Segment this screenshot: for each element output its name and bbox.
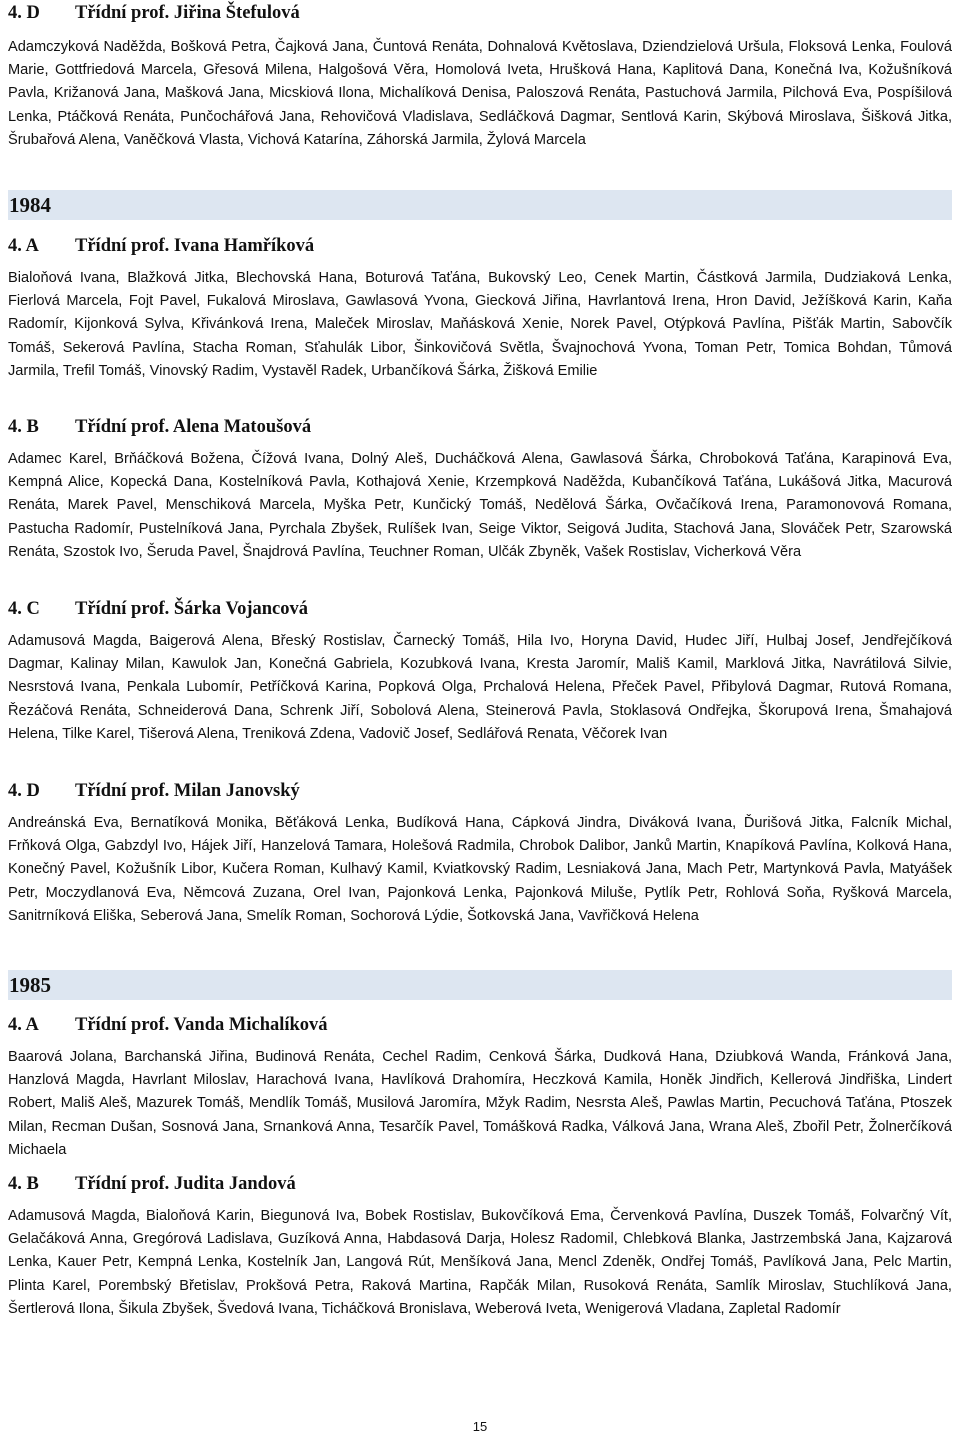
class-section xyxy=(8,235,952,383)
class-section xyxy=(8,416,952,564)
class-label: 4. D xyxy=(8,3,40,23)
year-heading xyxy=(8,970,952,1000)
student-list: Baarová Jolana, Barchanská Jiřina, Budinová Renáta, Cechel Radim, Cenková Šárka, Dudková Hana, Dziubková Wanda, Fránková Jana, Hanzlová Magda, Havrlant Miloslav, Harachová Ivana, Havlíková Drahomíra, Heczková Kamila, Honěk Jindřich, Kellerová Jindřiška, Lindert Robert, Mališ Aleš, Mazurek Tomáš, Mendlík Tomáš, Musilová Jaromíra, Mžyk Radim, Nesrsta Aleš, Pawlas Martin, Pecuchová Taťána, Ptoszek Milan, Recman Dušan, Sosnová Jana, Srnanková Anna, Tesarčík Pavel, Tomášková Radka, Válková Jana, Wrana Aleš, Zbořil Petr, Žolnerčíková Michaela xyxy=(8,1049,952,1158)
class-heading xyxy=(8,235,952,257)
year-label: 1984 xyxy=(9,193,51,217)
student-list: Andreánská Eva, Bernatíková Monika, Běťáková Lenka, Budíková Hana, Cápková Jindra, Diváková Ivana, Ďurišová Jitka, Falcník Michal, Frňková Olga, Gabzdyl Ivo, Hájek Jiří, Hanzelová Tamara, Holešová Radmila, Chrobok Dalibor, Janků Martin, Knapíková Pavlína, Kolková Hana, Konečný Pavel, Kožušník Libor, Kučera Roman, Kulhavý Kamil, Kviatkovský Radim, Lesniaková Jana, Mach Petr, Martynková Pavla, Matyášek Petr, Moczydlanová Eva, Němcová Zuzana, Orel Ivan, Pajonková Lenka, Pajonková Miluše, Pytlík Petr, Rohlová Soňa, Ryšková Marcela, Sanitrníková Eliška, Seberová Jana, Smelík Roman, Sochorová Lýdie, Šotkovská Jana, Vavřičková Helena xyxy=(8,815,952,924)
class-heading xyxy=(8,416,952,438)
class-label: 4. A xyxy=(8,1015,39,1035)
class-label: 4. D xyxy=(8,781,40,801)
class-heading xyxy=(8,780,952,802)
student-list: Adamusová Magda, Baigerová Alena, Břeský Rostislav, Čarnecký Tomáš, Hila Ivo, Horyna David, Hudec Jiří, Hulbaj Josef, Jendřejčíková Dagmar, Kalinay Milan, Kawulok Jan, Konečná Gabriela, Kozubková Ivana, Kresta Jaromír, Mališ Kamil, Marklová Jitka, Navrátilová Silvie, Nesrstová Ivana, Penkala Lubomír, Petříčková Karina, Popková Olga, Prchalová Helena, Přeček Pavel, Přibylová Dagmar, Rutová Romana, Řezáčová Renáta, Schneiderová Dana, Schrenk Jiří, Sobolová Alena, Steinerová Pavla, Stoklasová Ondřejka, Škorupová Irena, Šmahajová Helena, Tilke Karel, Tišerová Alena, Treniková Zdena, Vadovič Josef, Sedlářová Renata, Věčorek Ivan xyxy=(8,633,952,742)
class-teacher: Třídní prof. Šárka Vojancová xyxy=(75,599,309,619)
class-section xyxy=(8,1173,952,1321)
class-teacher: Třídní prof. Alena Matoušová xyxy=(75,417,312,437)
class-label: 4. C xyxy=(8,599,40,619)
class-section xyxy=(8,1014,952,1162)
year-label: 1985 xyxy=(9,973,51,997)
class-teacher: Třídní prof. Vanda Michalíková xyxy=(75,1015,328,1035)
class-teacher: Třídní prof. Milan Janovský xyxy=(75,781,300,801)
class-heading xyxy=(8,1173,952,1195)
class-heading xyxy=(8,598,952,620)
class-label: 4. A xyxy=(8,236,39,256)
student-list: Adamec Karel, Brňáčková Božena, Čížová Ivana, Dolný Aleš, Ducháčková Alena, Gawlasová Šárka, Chroboková Taťána, Karapinová Eva, Kempná Alice, Kopecká Dana, Kostelníková Pavla, Kothajová Xenie, Krzempková Naděžda, Kubančíková Taťána, Lukášová Jitka, Macurová Renáta, Marek Pavel, Menschiková Marcela, Myška Petr, Kunčický Tomáš, Nedělová Šárka, Ovčačíková Irena, Paramonovová Romana, Pastucha Radomír, Pustelníková Jana, Pyrchala Zbyšek, Rulíšek Ivan, Seige Viktor, Seigová Judita, Stachová Jana, Slováček Petr, Szarowská Renáta, Szostok Ivo, Šeruda Pavel, Šnajdrová Pavlína, Teuchner Roman, Ulčák Zbyněk, Vašek Rostislav, Vicherková Věra xyxy=(8,451,952,560)
class-label: 4. B xyxy=(8,417,39,437)
class-teacher: Třídní prof. Judita Jandová xyxy=(75,1174,296,1194)
year-heading xyxy=(8,190,952,220)
class-section xyxy=(8,780,952,928)
class-heading xyxy=(8,1014,952,1036)
class-teacher: Třídní prof. Jiřina Štefulová xyxy=(75,3,300,23)
class-teacher: Třídní prof. Ivana Hamříková xyxy=(75,236,315,256)
class-section xyxy=(8,598,952,746)
class-heading xyxy=(8,2,952,24)
student-list: Adamusová Magda, Bialoňová Karin, Biegunová Iva, Bobek Rostislav, Bukovčíková Ema, Červenková Pavlína, Duszek Tomáš, Folvarčný Vít, Gelačáková Anna, Gregórová Ladislava, Guzíková Anna, Habdasová Darja, Holesz Radomil, Chlebková Blanka, Jastrzembská Jana, Kajzarová Lenka, Kauer Petr, Kempná Lenka, Kostelník Jan, Langová Rút, Menšíková Jana, Mencl Zdeněk, Ondřej Tomáš, Pavlíková Jana, Pelc Martin, Plinta Karel, Porembský Břetislav, Prokšová Petra, Raková Martina, Rapčák Milan, Rusoková Renáta, Samlík Miroslav, Stuchlíková Jana, Šertlerová Ilona, Šikula Zbyšek, Švedová Ivana, Ticháčková Bronislava, Weberová Iveta, Wenigerová Vladana, Zapletal Radomír xyxy=(8,1208,952,1317)
student-list: Adamczyková Naděžda, Bošková Petra, Čajková Jana, Čuntová Renáta, Dohnalová Květoslava, Dziendzielová Uršula, Floksová Lenka, Foulová Marie, Gottfriedová Marcela, Gřesová Milena, Halgošová Věra, Homolová Iveta, Hrušková Hana, Kaplitová Dana, Konečná Iva, Kožušníková Pavla, Križanová Jana, Mašková Jana, Micskiová Ilona, Michalíková Denisa, Paloszová Renáta, Pastuchová Jarmila, Pilchová Eva, Pospíšilová Lenka, Ptáčková Renáta, Punčochářová Jana, Rehovičová Vladislava, Sedláčková Dagmar, Sentlová Karin, Skýbová Miroslava, Šišková Jitka, Šrubařová Alena, Vaněčková Vlasta, Vichová Katarína, Záhorská Jarmila, Žylová Marcela xyxy=(8,39,952,148)
class-label: 4. B xyxy=(8,1174,39,1194)
page-number: 15 xyxy=(472,1419,488,1434)
class-section xyxy=(8,2,952,152)
student-list: Bialoňová Ivana, Blažková Jitka, Blechovská Hana, Boturová Taťána, Bukovský Leo, Cenek Martin, Částková Jarmila, Dudziaková Lenka, Fierlová Marcela, Fojt Pavel, Fukalová Miroslava, Gawlasová Yvona, Giecková Jiřina, Havrlantová Irena, Hron David, Ježíšková Karin, Kaňa Radomír, Kijonková Sylva, Křivánková Irena, Maleček Miroslav, Maňásková Xenie, Norek Pavel, Otýpková Pavlína, Pišťák Martin, Sabovčík Tomáš, Sekerová Pavlína, Stacha Roman, Sťahulák Libor, Šinkovičová Světla, Švajnochová Yvona, Toman Petr, Tomica Bohdan, Tůmová Jarmila, Trefil Tomáš, Vinovský Radim, Vystavěl Radek, Urbančíková Šárka, Žišková Emilie xyxy=(8,270,952,379)
